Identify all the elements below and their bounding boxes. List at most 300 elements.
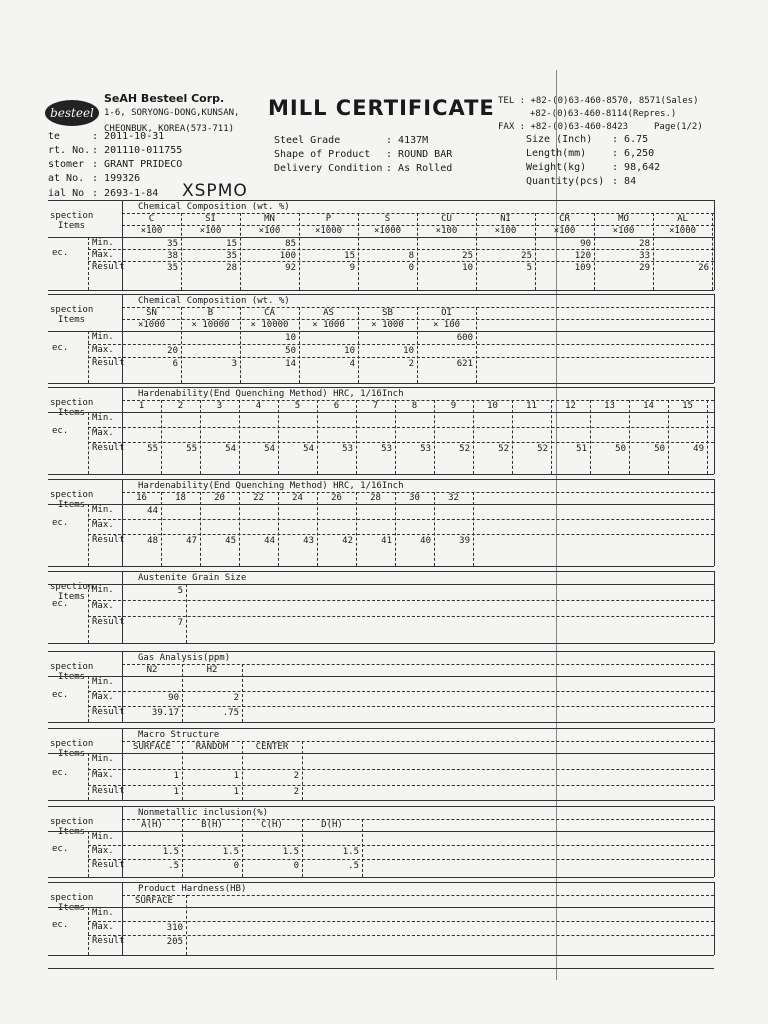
hard1-top-border (48, 387, 714, 388)
chem2-max-value: 10 (403, 346, 414, 356)
inclusion-col-header: D(H) (321, 820, 343, 830)
hard1-col-divider (317, 400, 318, 474)
hard2-result-label: Result (92, 535, 125, 545)
gas-inspection-label: spection (50, 662, 94, 672)
size-value: 6.75 (624, 134, 649, 145)
macro-max-label: Max. (92, 770, 114, 780)
hard1-col-header: 1 (138, 401, 145, 411)
hard1-col-header: 9 (450, 401, 457, 411)
chem2-col-factor: × 1000 (371, 320, 404, 330)
gas-result-label: Result (92, 707, 125, 717)
quantity-value: 84 (624, 176, 637, 187)
hard2-col-header: 30 (409, 493, 420, 503)
hardness-result-value: 205 (166, 937, 183, 947)
chem2-col-header: B (207, 308, 214, 318)
cert-no-label: rt. No. (48, 145, 91, 156)
chem1-col-header: P (325, 214, 332, 224)
inclusion-col-header: C(H) (261, 820, 283, 830)
size-label: Size (Inch) (526, 134, 593, 145)
hard1-col-divider (278, 400, 279, 474)
hard1-result-value: 55 (147, 444, 158, 454)
chem2-spec-top-rule (48, 331, 714, 332)
grain-result-label: Result (92, 617, 125, 627)
macro-spec-top-rule (48, 753, 714, 754)
chem1-col-factor: ×1000 (373, 226, 402, 236)
hard2-top-border (48, 479, 714, 480)
inclusion-row-rule (88, 859, 714, 860)
hardness-max-label: Max. (92, 922, 114, 932)
gas-title: Gas Analysis(ppm) (138, 653, 231, 663)
chem1-right-border (714, 200, 715, 290)
macro-bottom-border (48, 800, 714, 801)
hard2-col-divider (161, 492, 162, 566)
hard2-inspection-label: spection (50, 490, 94, 500)
hard2-col-divider (239, 492, 240, 566)
chem2-min-value: 10 (285, 333, 296, 343)
chem2-col-factor: × 1000 (312, 320, 345, 330)
chem1-col-factor: ×100 (494, 226, 517, 236)
chem1-result-value: 26 (698, 263, 709, 273)
chem2-col-header: OI (441, 308, 452, 318)
hardness-title: Product Hardness(HB) (138, 884, 247, 894)
hard2-col-header: 16 (136, 493, 147, 503)
hard2-spec-divider (88, 504, 89, 566)
hard1-inspection-label: spection (50, 398, 94, 408)
hard2-col-header: 26 (331, 493, 342, 503)
chem2-col-divider (476, 307, 477, 383)
macro-row-rule (88, 785, 714, 786)
customer-value: GRANT PRIDECO (104, 159, 183, 170)
hard1-col-divider (434, 400, 435, 474)
chem1-min-label: Min. (92, 238, 114, 248)
chem2-col-factor: ×1000 (137, 320, 166, 330)
chem1-col-factor: ×1000 (668, 226, 697, 236)
customer-label: stomer (48, 159, 85, 170)
gas-spec-top-rule (48, 676, 714, 677)
chem1-max-value: 120 (574, 251, 591, 261)
hard2-col-divider (200, 492, 201, 566)
gas-right-border (714, 651, 715, 722)
page-bottom-rule (48, 968, 714, 969)
hard1-result-value: 55 (186, 444, 197, 454)
hard2-min-value: 44 (147, 506, 158, 516)
hardness-spec-top-rule (48, 907, 714, 908)
hard1-result-value: 53 (381, 444, 392, 454)
chem1-max-value: 38 (167, 251, 178, 261)
chem1-col-factor: ×100 (612, 226, 635, 236)
hard1-row-rule (88, 442, 714, 443)
chem2-col-divider (240, 307, 241, 383)
hard2-row-rule (88, 534, 714, 535)
grain-inspection-label: spection (50, 582, 94, 592)
chem1-col-header: NI (500, 214, 511, 224)
gas-spec-divider (88, 676, 89, 722)
hard1-result-value: 51 (576, 444, 587, 454)
chem1-col-factor: ×100 (553, 226, 576, 236)
chem2-row-rule (88, 357, 714, 358)
macro-inspection-label: spection (50, 739, 94, 749)
chem1-result-value: 0 (408, 263, 414, 273)
chem1-col-factor: ×1000 (314, 226, 343, 236)
hard2-result-value: 47 (186, 536, 197, 546)
hard1-spec-top-rule (48, 412, 714, 413)
hard2-result-value: 44 (264, 536, 275, 546)
scan-artifact-line (556, 70, 557, 980)
svg-text:besteel: besteel (50, 106, 94, 120)
hard1-col-header: 12 (565, 401, 576, 411)
hard1-right-border (714, 387, 715, 474)
chem1-col-header: S (384, 214, 391, 224)
macro-result-value: 2 (293, 787, 299, 797)
steel-grade-value: 4137M (398, 135, 429, 146)
chem1-title: Chemical Composition (wt. %) (138, 202, 290, 212)
hard1-result-value: 54 (264, 444, 275, 454)
hard1-col-divider (551, 400, 552, 474)
chem1-row-rule (88, 249, 714, 250)
hard2-col-header: 18 (175, 493, 186, 503)
chem1-max-value: 33 (639, 251, 650, 261)
hard1-result-value: 50 (654, 444, 665, 454)
inclusion-spec-divider (88, 831, 89, 877)
gas-spec-label: ec. (52, 690, 69, 700)
chem1-spec-top-rule (48, 237, 714, 238)
gas-col-header: H2 (206, 665, 218, 675)
chem2-items-label: Items (58, 315, 86, 325)
hardness-row-rule (88, 935, 714, 936)
chem1-col-factor: ×100 (435, 226, 458, 236)
chem1-col-header: MN (264, 214, 275, 224)
hard1-col-divider (707, 400, 708, 474)
chem2-col-header: SN (146, 308, 157, 318)
chem1-result-value: 9 (349, 263, 355, 273)
inclusion-col-header: A(H) (141, 820, 163, 830)
gas-max-label: Max. (92, 692, 114, 702)
chem1-spec-divider (88, 237, 89, 290)
hard2-col-header: 22 (253, 493, 264, 503)
tel-line-2: +82-(0)63-460-8114(Repres.) (530, 109, 677, 119)
hard1-col-divider (590, 400, 591, 474)
hard1-title: Hardenability(End Quenching Method) HRC, 1/16Inch (138, 389, 404, 399)
page-title: MILL CERTIFICATE (268, 96, 495, 120)
heat-no-label: at No. (48, 173, 85, 184)
hardness-top-border (48, 882, 714, 883)
inclusion-result-value: .5 (348, 861, 359, 871)
hard1-result-value: 52 (459, 444, 470, 454)
weight-value: 98,642 (624, 162, 661, 173)
hard1-result-value: 54 (225, 444, 236, 454)
chem1-min-value: 85 (285, 239, 296, 249)
hard1-result-value: 53 (420, 444, 431, 454)
macro-spec-label: ec. (52, 768, 69, 778)
gas-max-value: 2 (233, 693, 239, 703)
hard1-bottom-border (48, 474, 714, 475)
chem1-items-label: Items (58, 221, 86, 231)
inclusion-row-rule (88, 845, 714, 846)
gas-bottom-border (48, 722, 714, 723)
inclusion-bottom-border (48, 877, 714, 878)
hard1-col-divider (473, 400, 474, 474)
chem2-col-header: CA (264, 308, 275, 318)
grain-right-border (714, 571, 715, 643)
hard1-result-value: 52 (498, 444, 509, 454)
chem2-result-value: 4 (349, 359, 355, 369)
chem2-result-value: 621 (456, 359, 473, 369)
chem2-col-factor: × 10000 (250, 320, 289, 330)
hardness-inspection-label: spection (50, 893, 94, 903)
chem2-result-value: 14 (285, 359, 296, 369)
hard1-col-header: 14 (643, 401, 654, 411)
inclusion-inspection-label: spection (50, 817, 94, 827)
chem1-col-header: C (148, 214, 155, 224)
hard2-result-value: 43 (303, 536, 314, 546)
company-name: SeAH Besteel Corp. (104, 92, 225, 105)
chem1-col-header: CR (559, 214, 570, 224)
hard1-spec-label: ec. (52, 426, 69, 436)
seah-besteel-logo (44, 98, 100, 128)
hard2-bottom-border (48, 566, 714, 567)
macro-col-divider (302, 741, 303, 800)
hard2-title: Hardenability(End Quenching Method) HRC, 1/16Inch (138, 481, 404, 491)
hard1-items-label: Items (58, 408, 86, 418)
hard1-col-header: 8 (411, 401, 418, 411)
inclusion-col-divider (362, 819, 363, 877)
macro-items-label: Items (58, 749, 86, 759)
chem1-max-value: 100 (279, 251, 296, 261)
grain-col-divider (186, 584, 187, 643)
chem2-max-value: 10 (344, 346, 355, 356)
hardness-min-label: Min. (92, 908, 114, 918)
hard1-col-divider (239, 400, 240, 474)
steel-grade-label: Steel Grade (274, 135, 341, 146)
chem2-bottom-border (48, 383, 714, 384)
company-address-2: CHEONBUK, KOREA(573-711) (104, 124, 235, 134)
hardness-bottom-border (48, 955, 714, 956)
chem1-top-border (48, 200, 714, 201)
gas-result-value: 39.17 (151, 708, 179, 718)
chem2-max-value: 50 (285, 346, 296, 356)
chem1-result-label: Result (92, 262, 125, 272)
weight-label: Weight(kg) (526, 162, 587, 173)
grain-bottom-border (48, 643, 714, 644)
chem1-result-value: 5 (526, 263, 532, 273)
inclusion-result-value: 0 (293, 861, 299, 871)
hardness-result-label: Result (92, 936, 125, 946)
hard2-col-divider (317, 492, 318, 566)
grain-items-label: Items (58, 592, 86, 602)
macro-result-value: 1 (233, 787, 239, 797)
quantity-label: Quantity(pcs) (526, 176, 605, 187)
grain-min-value: 5 (177, 586, 183, 596)
hard2-col-header: 28 (370, 493, 381, 503)
chem2-max-value: 20 (167, 346, 178, 356)
chem1-col-header: SI (205, 214, 216, 224)
hard1-col-header: 13 (604, 401, 615, 411)
chem2-row-rule (88, 344, 714, 345)
hard2-result-value: 42 (342, 536, 353, 546)
hard1-max-label: Max. (92, 428, 114, 438)
chem1-col-factor: ×100 (140, 226, 163, 236)
hard1-result-value: 52 (537, 444, 548, 454)
grain-row-rule (88, 600, 714, 601)
hard2-result-value: 48 (147, 536, 158, 546)
hard1-result-value: 53 (342, 444, 353, 454)
chem1-col-divider (712, 213, 713, 290)
grain-spec-label: ec. (52, 599, 69, 609)
hard1-col-divider (668, 400, 669, 474)
chem1-min-value: 90 (580, 239, 591, 249)
macro-max-value: 1 (233, 771, 239, 781)
shape-value: ROUND BAR (398, 149, 453, 160)
hard1-col-header: 4 (255, 401, 262, 411)
hard2-row-rule (88, 519, 714, 520)
chem1-bottom-border (48, 290, 714, 291)
macro-title: Macro Structure (138, 730, 220, 740)
chem2-col-factor: × 10000 (191, 320, 230, 330)
shape-label: Shape of Product (274, 149, 371, 160)
hard2-result-value: 40 (420, 536, 431, 546)
chem1-inspection-label: spection (50, 211, 94, 221)
hard1-result-value: 49 (693, 444, 704, 454)
hard1-result-value: 50 (615, 444, 626, 454)
inclusion-col-header: B(H) (201, 820, 223, 830)
hardness-spec-divider (88, 907, 89, 955)
hard2-result-value: 41 (381, 536, 392, 546)
macro-col-header: SURFACE (133, 742, 171, 752)
heat-no-value: 199326 (104, 173, 141, 184)
hard1-spec-divider (88, 412, 89, 474)
chem1-max-value: 25 (462, 251, 473, 261)
grain-label-divider (122, 571, 123, 643)
hard2-col-divider (473, 492, 474, 566)
hard1-col-header: 2 (177, 401, 184, 411)
hardness-col-divider (186, 895, 187, 955)
hardness-col-header: SURFACE (135, 896, 173, 906)
handwritten-note: XSPMO (182, 181, 248, 201)
hardness-items-label: Items (58, 903, 86, 913)
chem1-result-value: 109 (574, 263, 591, 273)
chem1-col-factor: ×100 (199, 226, 222, 236)
chem2-spec-label: ec. (52, 343, 69, 353)
chem2-result-value: 3 (231, 359, 237, 369)
grain-row-rule (88, 616, 714, 617)
date-label: te (48, 131, 61, 142)
macro-spec-divider (88, 753, 89, 800)
hard1-col-divider (512, 400, 513, 474)
hard2-right-border (714, 479, 715, 566)
hard2-col-divider (356, 492, 357, 566)
delivery-label: Delivery Condition (274, 163, 383, 174)
length-value: 6,250 (624, 148, 655, 159)
chem2-col-divider (299, 307, 300, 383)
inclusion-max-label: Max. (92, 846, 114, 856)
tel-line: TEL : +82-(0)63-460-8570, 8571(Sales) (498, 96, 699, 106)
gas-col-header: N2 (146, 665, 158, 675)
hard1-result-label: Result (92, 443, 125, 453)
grain-top-border (48, 571, 714, 572)
cert-no-value: 201110-011755 (104, 145, 183, 156)
gas-max-value: 90 (168, 693, 179, 703)
gas-col-divider (242, 664, 243, 722)
macro-result-label: Result (92, 786, 125, 796)
gas-top-border (48, 651, 714, 652)
inclusion-max-value: 1.5 (162, 847, 179, 857)
chem1-row-rule (88, 261, 714, 262)
hard1-col-header: 7 (372, 401, 379, 411)
chem2-col-divider (181, 307, 182, 383)
chem1-col-header: AL (677, 214, 688, 224)
chem1-max-value: 8 (408, 251, 414, 261)
gas-row-rule (88, 691, 714, 692)
hard2-max-label: Max. (92, 520, 114, 530)
hard2-result-value: 39 (459, 536, 470, 546)
hard2-col-divider (434, 492, 435, 566)
chem1-min-value: 35 (167, 239, 178, 249)
hard1-row-rule (88, 427, 714, 428)
chem2-min-label: Min. (92, 332, 114, 342)
hard2-spec-top-rule (48, 504, 714, 505)
hard2-col-divider (395, 492, 396, 566)
chem1-col-divider (653, 213, 654, 290)
chem2-top-border (48, 294, 714, 295)
chem1-result-value: 28 (226, 263, 237, 273)
chem2-max-label: Max. (92, 345, 114, 355)
company-address-1: 1-6, SORYONG-DONG,KUNSAN, (104, 108, 240, 118)
chem2-col-factor: × 100 (432, 320, 461, 330)
chem2-col-divider (417, 307, 418, 383)
hard1-col-header: 3 (216, 401, 223, 411)
fax-line: FAX : +82-(0)63-460-8423 (498, 122, 629, 132)
inclusion-max-value: 1.5 (342, 847, 359, 857)
chem1-max-value: 35 (226, 251, 237, 261)
gas-row-rule (88, 706, 714, 707)
inclusion-result-label: Result (92, 860, 125, 870)
chem1-max-value: 15 (344, 251, 355, 261)
hardness-right-border (714, 882, 715, 955)
hard2-col-header: 32 (448, 493, 459, 503)
hard1-col-header: 5 (294, 401, 301, 411)
macro-max-value: 1 (173, 771, 179, 781)
hard2-min-label: Min. (92, 505, 114, 515)
macro-top-border (48, 728, 714, 729)
macro-min-label: Min. (92, 754, 114, 764)
hardness-spec-label: ec. (52, 920, 69, 930)
hard1-col-header: 11 (526, 401, 537, 411)
hardness-row-rule (88, 921, 714, 922)
chem1-max-label: Max. (92, 250, 114, 260)
grain-max-label: Max. (92, 601, 114, 611)
grain-min-label: Min. (92, 585, 114, 595)
chem2-result-label: Result (92, 358, 125, 368)
chem1-result-value: 35 (167, 263, 178, 273)
macro-row-rule (88, 769, 714, 770)
inclusion-spec-top-rule (48, 831, 714, 832)
mill-certificate-page: besteel SeAH Besteel Corp. 1-6, SORYONG-DONG,KUNSAN, CHEONBUK, KOREA(573-711) MILL CERTIFICATE TEL : +82-(0)63-460-8570, 8571(Sales) +82-(0)63-460-8114(Repres.) FAX : +82-(0)63-460-8423 Page(1/2) te : 2011-10-31 rt. No. : 201110-011755 stomer : GRANT PRIDECO at No. : 199326 ial No : 2693-1-84 XSPMO Steel Grade : 4137M Shape of Product : ROUND BAR Delivery Condition : As Rolled Size (Inch) : 6.75 Length(mm) : 6,250 Weight(kg) : 98,642 Quantity(pcs) : 84 Chemical Composition (wt. %) spection Items C SI MN P S CU NI CR MO AL ×100 ×100 ×100 ×1000 ×1000 ×100 ×100 ×100 ×100 ×1000 ec. Min. 35 15 85 90 28 Max. 38 35 100 15 8 25 25 120 33 Result 35 28 92 9 0 10 5 109 29 26 Chemical Composition (wt. %) spection Items SN B CA AS SB OI ×1000 × 10000 × 10000 × 1000 × 1000 × 100 ec. Min. 10 600 Max. 20 50 10 10 Result 6 3 14 4 2 621 Hardenability(End Quenching Method) HRC, 1/16Inch spection Items 1 2 3 4 5 6 7 8 9 10 11 12 13 14 15 ec. Min. Max. Result 55 55 54 54 54 53 53 53 52 52 52 51 50 50 49 Hardenability(End Quenching Method) HRC, 1/16Inch spection Items 16 18 20 22 24 26 28 30 32 ec. Min. 44 Max. Result 48 47 45 44 43 42 41 40 39 Austenite Grain Size spection Items ec. Min. 5 Max. Result 7 Gas Analysis(ppm) spection Items N2 H2 ec. Min. Max. 90 2 Result 39.17 .75 Macro Structure spection Items SURFACE RANDOM CENTER ec. Min. Max. 1 1 2 Result 1 1 2 Nonmetallic inclusion(%) spection Items A(H) B(H) C(H) D(H) ec. Min. Max. 1.5 1.5 1.5 1.5 Result .5 0 0 .5 Product Hardness(HB) spection Items SURFACE ec. Min. Max. 310 Result 205 (0, 0, 768, 1024)
hard2-items-label: Items (58, 500, 86, 510)
macro-col-header: RANDOM (195, 742, 229, 752)
hard1-col-divider (356, 400, 357, 474)
date-value: 2011-10-31 (104, 131, 165, 142)
chem1-col-header: MO (618, 214, 629, 224)
inclusion-max-value: 1.5 (282, 847, 299, 857)
chem2-col-header: SB (382, 308, 393, 318)
grain-spec-top-rule (48, 584, 714, 585)
hardness-title-rule (122, 895, 714, 896)
hard1-col-divider (395, 400, 396, 474)
hard2-col-header: 24 (292, 493, 303, 503)
hard1-min-label: Min. (92, 413, 114, 423)
chem1-max-value: 25 (521, 251, 532, 261)
length-label: Length(mm) (526, 148, 587, 159)
